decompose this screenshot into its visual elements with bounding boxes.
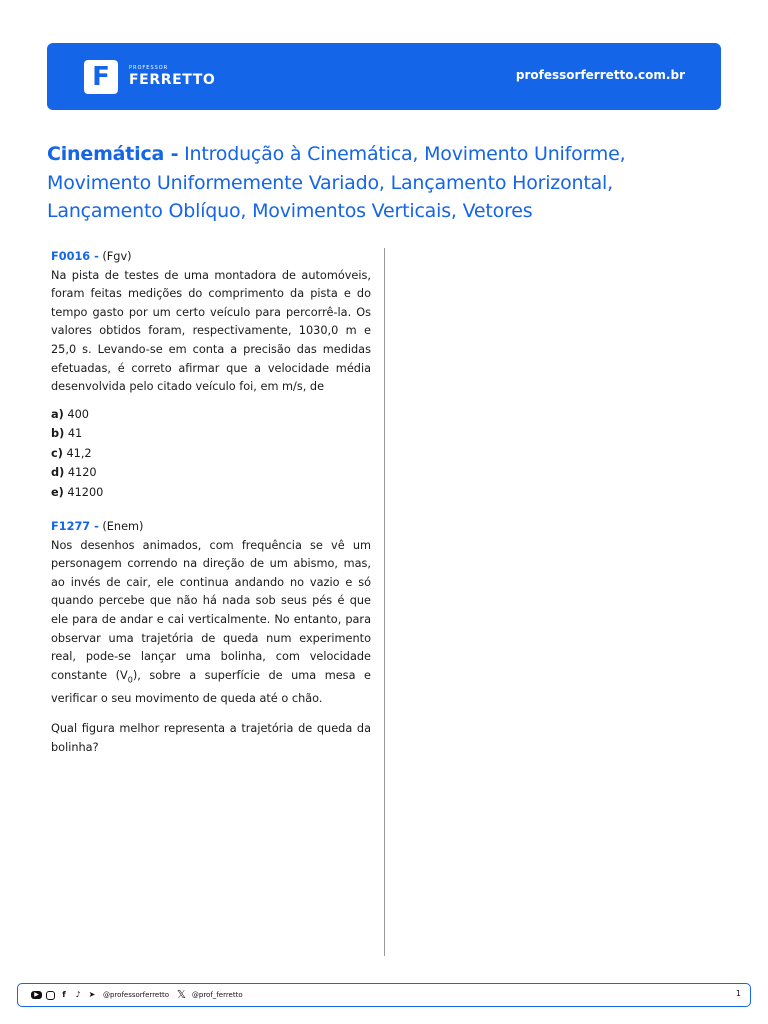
option-letter: e) (51, 485, 64, 499)
question-code: F0016 - (51, 250, 99, 263)
question-source: (Fgv) (102, 250, 132, 263)
handle-prof-ferretto[interactable]: @prof_ferretto (191, 991, 243, 999)
question-text (51, 537, 371, 709)
logo-letter: F (92, 62, 110, 92)
option-e[interactable] (51, 483, 371, 503)
option-letter: c) (51, 446, 63, 460)
question-source: (Enem) (102, 520, 144, 533)
option-value: 41,2 (66, 446, 92, 460)
title-subject: Cinemática - (47, 143, 179, 165)
social-links (31, 989, 243, 1001)
handle-professorferretto[interactable]: @professorferretto (103, 991, 170, 999)
option-letter: d) (51, 466, 65, 480)
question-header (51, 518, 371, 537)
option-a[interactable] (51, 405, 371, 425)
column-divider (384, 248, 385, 956)
question-header (51, 248, 371, 267)
header-banner (47, 43, 721, 110)
option-letter: a) (51, 407, 64, 421)
tiktok-icon[interactable]: ♪ (75, 990, 81, 999)
question-text-part-2: ), sobre a superfície de uma mesa e verificar o seu movimento de queda até o chão. (51, 668, 371, 705)
velocity-subscript: 0 (127, 675, 133, 684)
question-f1277 (51, 518, 371, 757)
question-f0016 (51, 248, 371, 502)
instagram-icon[interactable] (46, 991, 55, 1000)
option-value: 4120 (67, 466, 97, 480)
option-value: 41200 (67, 485, 104, 499)
page-number: 1 (735, 989, 741, 998)
telegram-icon[interactable]: ➤ (88, 990, 96, 999)
option-c[interactable] (51, 444, 371, 464)
footer-bar (17, 983, 751, 1007)
question-code: F1277 - (51, 520, 99, 533)
logo-name: FERRETTO (129, 72, 216, 88)
option-value: 400 (67, 407, 89, 421)
x-icon[interactable]: 𝕏 (177, 988, 186, 1001)
page-title (47, 140, 727, 226)
option-d[interactable] (51, 463, 371, 483)
question-prompt: Qual figura melhor representa a trajetória de queda da bolinha? (51, 722, 371, 754)
question-text-part-1: Nos desenhos animados, com frequência se vê um personagem correndo na direção de um abismo, mas, ao invés de cair, ele continua andando no vazio e só quando percebe que não há nada sob seus pés é que ele para de andar e cai verticalmente. No entanto, para observar uma trajetória de queda num experimento real, pode-se lançar uma bolinha, com velocidade constante (V (51, 538, 371, 682)
options-list (51, 405, 371, 503)
youtube-icon[interactable]: ▶ (31, 991, 42, 999)
question-text: Na pista de testes de uma montadora de automóveis, foram feitas medições do comprimento da pista e do tempo gasto por um certo veículo para percorrê-la. Os valores obtidos foram, respectivamente, 1030,0 m e 25,0 s. Levando-se em conta a precisão das medidas efetuadas, é correto afirmar que a velocidade média desenvolvida pelo citado veículo foi, em m/s, de (51, 268, 371, 394)
ferretto-logo-icon (84, 60, 118, 94)
site-url-link[interactable]: professorferretto.com.br (515, 68, 685, 82)
option-value: 41 (67, 427, 83, 441)
title-topics: Introdução à Cinemática, Movimento Uniforme, Movimento Uniformemente Variado, Lançamento Horizontal, Lançamento Oblíquo, Movimentos Verticais, Vetores (47, 143, 626, 222)
logo-subtitle: PROFESSOR (129, 65, 169, 71)
option-b[interactable] (51, 424, 371, 444)
option-letter: b) (51, 427, 65, 441)
facebook-icon[interactable]: f (62, 990, 66, 999)
